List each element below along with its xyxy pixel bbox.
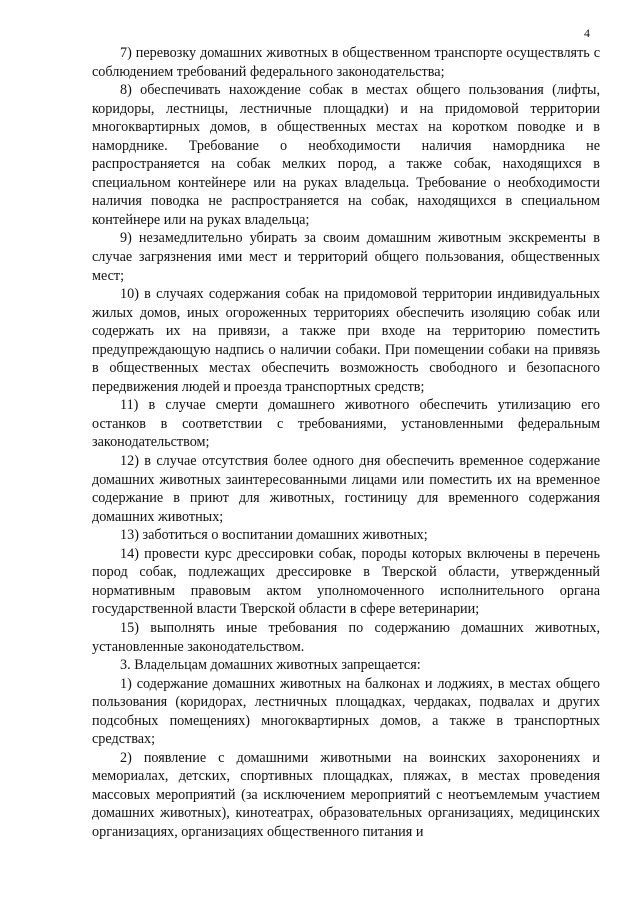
- list-item-12-temporary-care: 12) в случае отсутствия более одного дня обеспечить временное содержание домашних животных заинтересованными лицами или поместить их на временное содержание в приют для животных, гостиницу для временного содержания домашних животных;: [92, 453, 600, 525]
- section-3-heading: 3. Владельцам домашних животных запрещается:: [120, 657, 421, 674]
- list-item-7-transport: 7) перевозку домашних животных в общественном транспорте осуществлять с соблюдением требований федерального законодательства;: [92, 45, 600, 80]
- list-item-9-cleanup: 9) незамедлительно убирать за своим домашним животным экскременты в случае загрязнения ими мест и территорий общего пользования, общественных мест;: [92, 230, 600, 284]
- list-item-14-dog-training: 14) провести курс дрессировки собак, породы которых включены в перечень пород собак, подлежащих дрессировке в Тверской области, утвержденный нормативным правовым актом уполномоченного исполнительного органа государственной власти Тверской области в сфере ветеринарии;: [92, 545, 600, 618]
- list-item-8-leash-muzzle: 8) обеспечивать нахождение собак в местах общего пользования (лифты, коридоры, лестницы, лестничные площадки) и на придомовой территории многоквартирных домов, в общественных местах на коротком поводке и в наморднике. Требование о необходимости наличия намордника не распространяется на собак мелких пород, а также собак, находящихся в специальном контейнере или на руках владельца. Требование о необходимости наличия поводка не распространяется на собак, находящихся в специальном контейнере или на руках владельца;: [92, 82, 600, 228]
- prohibition-item-1-balconies: 1) содержание домашних животных на балконах и лоджиях, в местах общего пользования (коридорах, лестничных площадках, чердаках, подвалах и других подсобных помещениях) многоквартирных домов, а также в транспортных средствах;: [92, 675, 600, 748]
- list-item-10-private-territory: 10) в случаях содержания собак на придомовой территории индивидуальных жилых домов, иных огороженных территориях обеспечить изоляцию собак или содержать их на привязи, а также при входе на территорию поместить предупреждающую надпись о наличии собаки. При помещении собаки на привязь в общественных местах обеспечить возможность свободного и безопасного передвижения людей и проезда транспортных средств;: [92, 286, 600, 395]
- page-number: 4: [584, 26, 590, 40]
- list-item-15-other-requirements: 15) выполнять иные требования по содержанию домашних животных, установленные законодательством.: [92, 619, 600, 655]
- prohibition-item-2-public-places: 2) появление с домашними животными на воинских захоронениях и мемориалах, детских, спортивных площадках, пляжах, в местах проведения массовых мероприятий (за исключением мероприятий с неотъемлемым участием домашних животных), кинотеатрах, образовательных организациях, медицинских организациях, организациях общественного питания и: [92, 749, 600, 840]
- list-item-13-upbringing: 13) заботиться о воспитании домашних животных;: [120, 527, 428, 544]
- list-item-11-remains-disposal: 11) в случае смерти домашнего животного обеспечить утилизацию его останков в соответствии с требованиями, установленными федеральным законодательством;: [92, 397, 600, 451]
- document-body: [92, 44, 600, 842]
